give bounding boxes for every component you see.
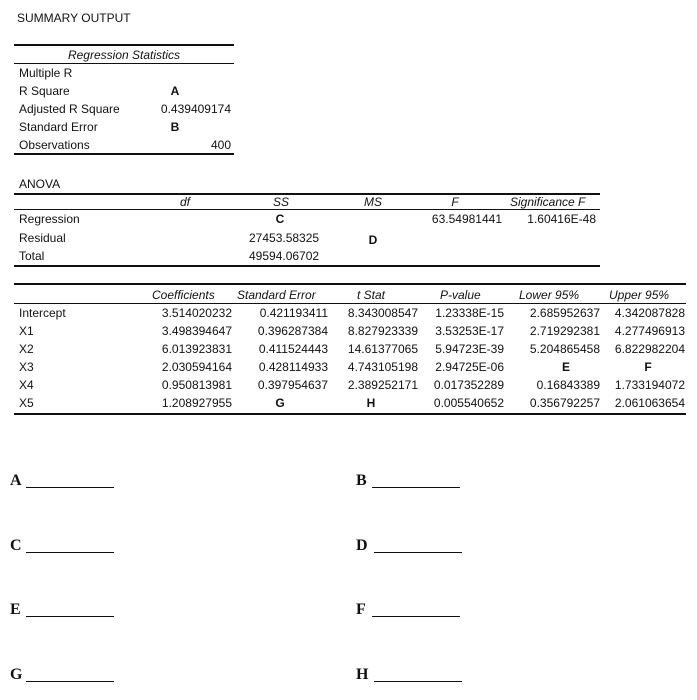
anova-ss: 27453.58325: [249, 231, 320, 245]
coef-value: 6.013923831: [161, 342, 232, 356]
blank-label: C: [10, 537, 22, 554]
coef-header: Coefficients: [152, 288, 215, 302]
coef-row-label: X5: [19, 396, 34, 410]
anova-sig: 1.60416E-48: [527, 212, 596, 226]
coef-lower: 2.685952637: [529, 306, 600, 320]
coef-se: 0.396287384: [257, 324, 328, 338]
rule-header: [14, 209, 600, 210]
coef-t: 8.827923339: [347, 324, 418, 338]
anova-header: MS: [364, 195, 382, 209]
coef-se: 0.411524443: [258, 342, 328, 356]
coef-t: 2.389252171: [347, 378, 418, 392]
rule-bottom: [14, 153, 234, 155]
coef-p: 5.94723E-39: [435, 342, 504, 356]
coef-row-label: X4: [19, 378, 34, 392]
anova-ss: 49594.06702: [249, 249, 320, 263]
coef-upper: 4.277496913: [614, 324, 685, 338]
anova-ms-blank: D: [368, 233, 378, 247]
coef-se: 0.397954637: [257, 378, 328, 392]
stat-label: Standard Error: [19, 120, 98, 134]
coef-value: 2.030594164: [161, 360, 232, 374]
answer-line[interactable]: [26, 681, 114, 682]
coef-lower-blank: E: [561, 360, 570, 374]
coef-t: 8.343008547: [347, 306, 418, 320]
blank-label: H: [356, 666, 369, 683]
anova-header: df: [179, 195, 190, 209]
coef-value: 0.950813981: [161, 378, 232, 392]
stat-value: 0.439409174: [160, 102, 231, 116]
rule-header: [14, 63, 234, 64]
anova-row-label: Regression: [19, 212, 80, 226]
coef-header: Standard Error: [237, 288, 316, 302]
coef-upper: 2.061063654: [614, 396, 685, 410]
blank-label: B: [356, 472, 367, 489]
coef-lower: 2.719292381: [529, 324, 600, 338]
anova-f: 63.54981441: [431, 212, 502, 226]
coef-t: 14.61377065: [347, 342, 418, 356]
anova-ss-blank: C: [275, 212, 285, 226]
stat-value: 400: [210, 138, 231, 152]
coef-p: 1.23338E-15: [435, 306, 504, 320]
coef-row-label: X3: [19, 360, 34, 374]
coef-lower: 0.356792257: [529, 396, 600, 410]
coef-p: 0.017352289: [433, 378, 504, 392]
coef-value: 1.208927955: [161, 396, 232, 410]
stat-label: Multiple R: [19, 66, 73, 80]
rule-header: [14, 303, 686, 304]
answer-line[interactable]: [26, 616, 114, 617]
coef-lower: 0.16843389: [536, 378, 600, 392]
anova-header: SS: [272, 195, 289, 209]
rule-top: [14, 44, 234, 46]
coef-header: Upper 95%: [609, 288, 670, 302]
stat-value-blank: B: [170, 120, 180, 134]
answer-line[interactable]: [374, 681, 462, 682]
coef-se-blank: G: [275, 396, 285, 410]
blank-label: G: [10, 666, 23, 683]
stat-label: Observations: [19, 138, 90, 152]
anova-row-label: Total: [19, 249, 45, 263]
anova-header: F: [451, 195, 459, 209]
coef-row-label: X2: [19, 342, 34, 356]
answer-line[interactable]: [26, 487, 114, 488]
page-title: SUMMARY OUTPUT: [17, 11, 131, 25]
coef-t-blank: H: [366, 396, 376, 410]
blank-label: D: [356, 537, 368, 554]
blank-label: F: [356, 601, 366, 618]
rule-top: [14, 283, 686, 285]
stat-label: R Square: [19, 84, 70, 98]
coef-p: 3.53253E-17: [435, 324, 504, 338]
answer-line[interactable]: [374, 552, 462, 553]
coef-t: 4.743105198: [347, 360, 418, 374]
coef-upper: 4.342087828: [614, 306, 685, 320]
regression-statistics-header: Regression Statistics: [67, 48, 181, 62]
coef-se: 0.428114933: [258, 360, 328, 374]
coef-upper: 6.822982204: [614, 342, 685, 356]
anova-label: ANOVA: [19, 177, 61, 191]
rule-bottom: [14, 265, 600, 267]
coef-p: 2.94725E-06: [435, 360, 504, 374]
anova-header: Significance F: [510, 195, 586, 209]
answer-line[interactable]: [26, 552, 114, 553]
stat-value-blank: A: [170, 84, 180, 98]
coef-upper: 1.733194072: [614, 378, 685, 392]
answer-line[interactable]: [372, 487, 460, 488]
coef-lower: 5.204865458: [529, 342, 600, 356]
coef-header: Lower 95%: [519, 288, 580, 302]
rule-bottom: [14, 413, 686, 415]
coef-row-label: Intercept: [19, 306, 66, 320]
coef-se: 0.421193411: [259, 306, 328, 320]
coef-header: P-value: [440, 288, 481, 302]
blank-label: A: [10, 472, 22, 489]
coef-upper-blank: F: [644, 360, 652, 374]
coef-header: t Stat: [357, 288, 386, 302]
anova-row-label: Residual: [19, 231, 66, 245]
blank-label: E: [10, 601, 21, 618]
answer-line[interactable]: [372, 616, 460, 617]
stat-label: Adjusted R Square: [19, 102, 120, 116]
coef-p: 0.005540652: [433, 396, 504, 410]
coef-row-label: X1: [19, 324, 34, 338]
coef-value: 3.514020232: [161, 306, 232, 320]
coef-value: 3.498394647: [161, 324, 232, 338]
